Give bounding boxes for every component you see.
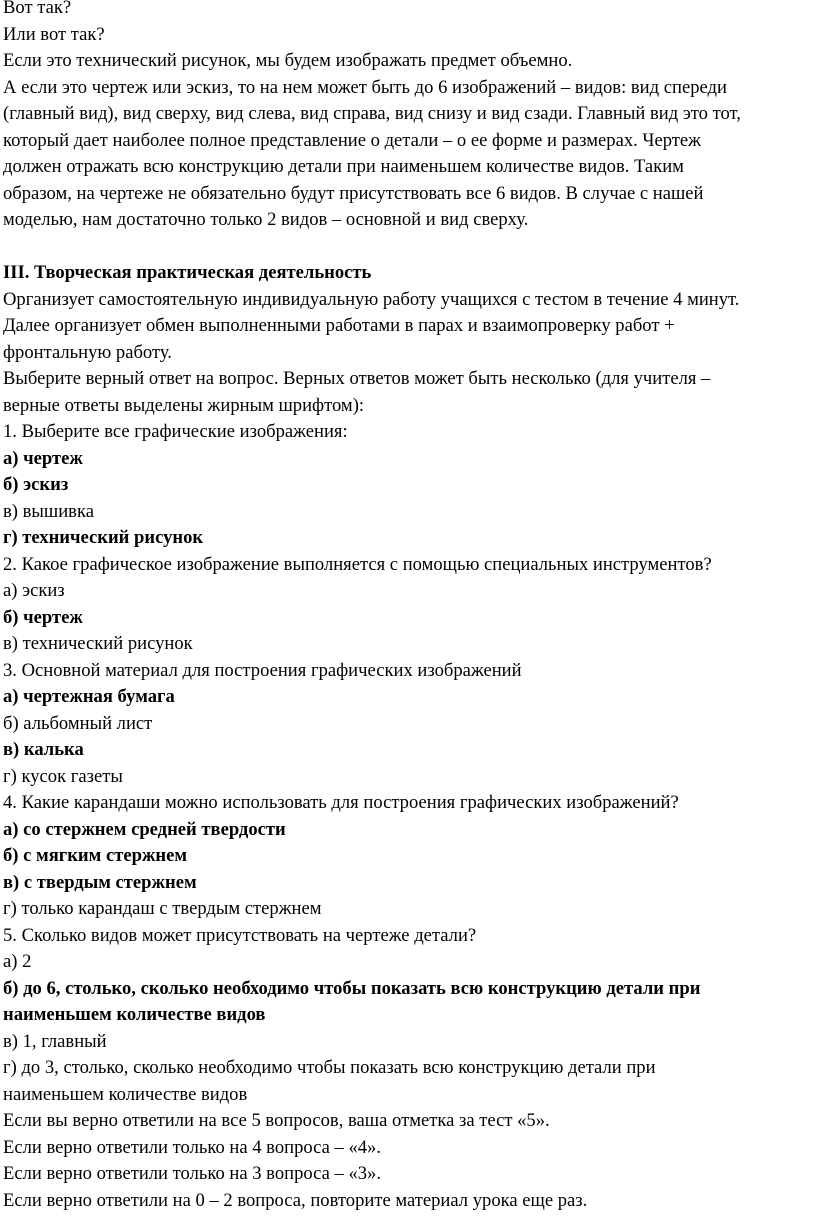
answer-option-correct: б) чертеж	[3, 606, 83, 628]
views-paragraph-line: который дает наиболее полное представление о детали – о ее форме и размерах. Чертеж	[3, 129, 702, 151]
answer-option-correct: б) эскиз	[3, 474, 69, 495]
question-block	[3, 658, 811, 791]
grading-line: Если вы верно ответили на все 5 вопросов, ваша отметка за тест «5».	[3, 1110, 550, 1131]
grading-block	[3, 1108, 811, 1214]
question-block	[3, 790, 811, 923]
grading-line: Если верно ответили на 0 – 2 вопроса, повторите материал урока еще раз.	[3, 1189, 588, 1211]
organize-line: Организует самостоятельную индивидуальную работу учащихся с тестом в течение 4 минут.	[3, 288, 740, 310]
views-paragraph-line: моделью, нам достаточно только 2 видов – основной и вид сверху.	[3, 209, 529, 230]
question-text: 1. Выберите все графические изображения:	[3, 421, 348, 442]
answer-option: в) технический рисунок	[3, 633, 193, 654]
answer-option-correct: б) до 6, столько, сколько необходимо чтобы показать всю конструкцию детали при	[3, 977, 701, 999]
answer-option-correct: наименьшем количестве видов	[3, 1004, 266, 1025]
views-paragraph-line: А если это чертеж или эскиз, то на нем может быть до 6 изображений – видов: вид спереди	[3, 76, 727, 98]
blank-line	[3, 234, 811, 261]
intro-line-2: Или вот так?	[3, 23, 105, 45]
answer-option-correct: а) со стержнем средней твердости	[3, 818, 286, 840]
question-text: 5. Сколько видов может присутствовать на чертеже детали?	[3, 924, 477, 946]
question-text: 3. Основной материал для построения графических изображений	[3, 659, 522, 681]
intro-line-3: Если это технический рисунок, мы будем изображать предмет объемно.	[3, 50, 573, 71]
organize-line: фронтальную работу.	[3, 341, 172, 363]
answer-option: наименьшем количестве видов	[3, 1083, 248, 1105]
answer-option-correct: а) чертежная бумага	[3, 686, 175, 707]
answer-option: в) вышивка	[3, 500, 94, 522]
question-text: 2. Какое графическое изображение выполняется с помощью специальных инструментов?	[3, 553, 712, 575]
answer-option-correct: в) с твердым стержнем	[3, 871, 197, 893]
question-text: 4. Какие карандаши можно использовать для построения графических изображений?	[3, 792, 679, 813]
answer-option-correct: б) с мягким стержнем	[3, 845, 188, 866]
answer-option: г) до 3, столько, сколько необходимо чтобы показать всю конструкцию детали при	[3, 1057, 656, 1078]
answer-option: г) кусок газеты	[3, 765, 123, 787]
answer-option-correct: а) чертеж	[3, 447, 83, 469]
answer-option: в) 1, главный	[3, 1030, 107, 1052]
answer-option: г) только карандаш с твердым стержнем	[3, 898, 322, 919]
organize-line: Далее организует обмен выполненными работами в парах и взаимопроверку работ +	[3, 315, 675, 336]
instruction-line: Выберите верный ответ на вопрос. Верных ответов может быть несколько (для учителя –	[3, 368, 711, 389]
answer-option: а) 2	[3, 951, 32, 972]
question-block	[3, 419, 811, 552]
answer-option-correct: г) технический рисунок	[3, 527, 204, 548]
answer-option-correct: в) калька	[3, 739, 84, 760]
views-paragraph-line: должен отражать всю конструкцию детали при наименьшем количестве видов. Таким	[3, 156, 684, 177]
question-block	[3, 552, 811, 658]
document-page	[3, 0, 811, 1214]
section-heading: III. Творческая практическая деятельность	[3, 262, 372, 283]
grading-line: Если верно ответили только на 3 вопроса – «3».	[3, 1163, 382, 1184]
views-paragraph	[3, 75, 811, 234]
views-paragraph-line: (главный вид), вид сверху, вид слева, вид справа, вид снизу и вид сзади. Главный вид это тот,	[3, 103, 741, 124]
answer-option: а) эскиз	[3, 580, 65, 601]
instruction-paragraph	[3, 366, 811, 419]
intro-line-1: Вот так?	[3, 0, 72, 18]
answer-option: б) альбомный лист	[3, 712, 153, 734]
instruction-line: верные ответы выделены жирным шрифтом):	[3, 394, 365, 416]
grading-line: Если верно ответили только на 4 вопроса – «4».	[3, 1136, 382, 1158]
organize-paragraph	[3, 287, 811, 367]
views-paragraph-line: образом, на чертеже не обязательно будут присутствовать все 6 видов. В случае с нашей	[3, 182, 704, 204]
question-block	[3, 923, 811, 1109]
test-questions	[3, 419, 811, 1108]
